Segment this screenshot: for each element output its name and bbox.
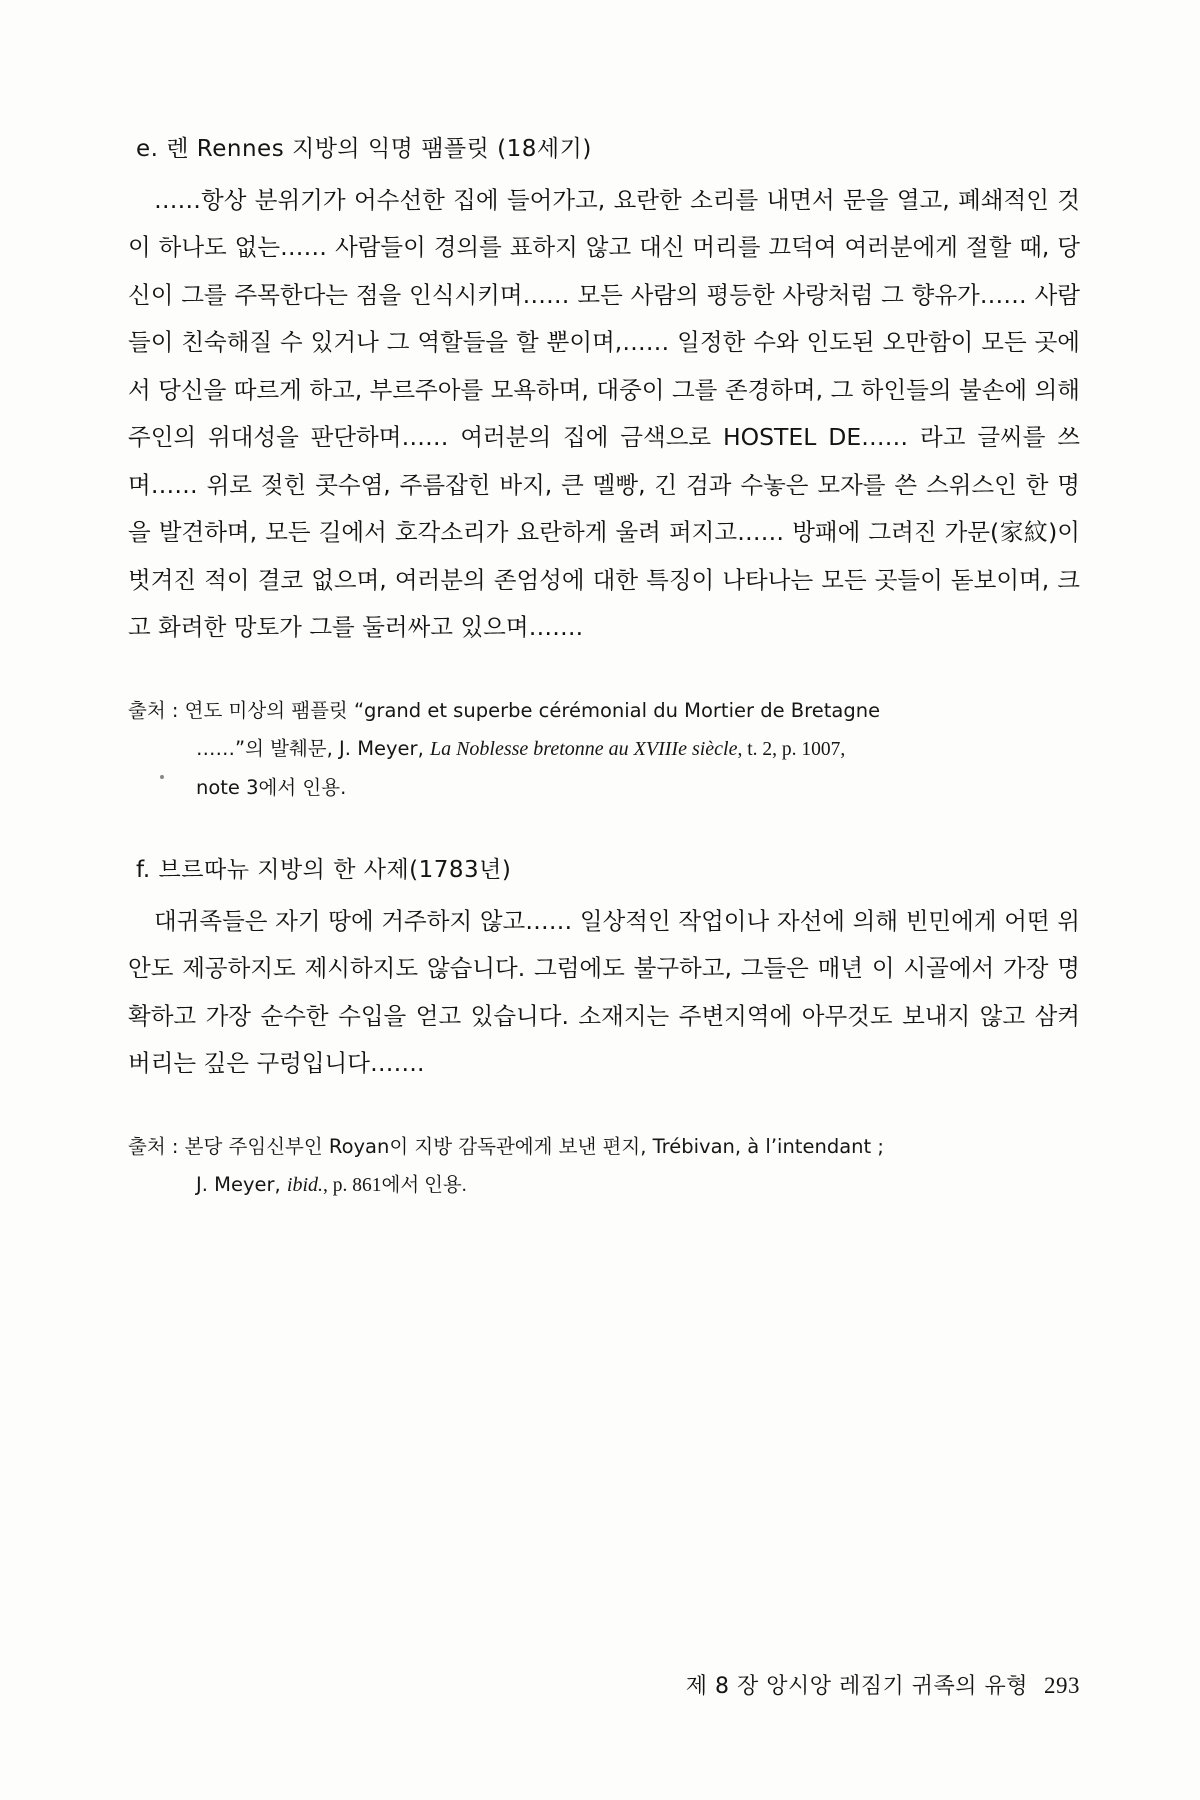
running-title: 제 8 장 앙시앙 레짐기 귀족의 유형 xyxy=(685,1674,1028,1699)
source-line-e-2 xyxy=(166,730,1080,769)
source-line-f-2-post: , p. 861에서 인용. xyxy=(323,1174,467,1196)
section-e-source xyxy=(128,692,1080,807)
source-title-italic-f: ibid. xyxy=(286,1173,324,1196)
source-line-e-1: 연도 미상의 팸플릿 “grand et superbe cérémonial du Mortier de Bretagne xyxy=(184,698,881,722)
stray-ink-mark xyxy=(160,775,164,779)
source-label-e: 출처 : xyxy=(128,698,179,722)
section-e xyxy=(128,130,1080,807)
source-line-f-2-pre: J. Meyer, xyxy=(196,1172,287,1196)
section-f xyxy=(128,851,1080,1205)
source-line-e-2-pre: ……”의 발췌문, J. Meyer, xyxy=(196,736,430,760)
source-line-f-2 xyxy=(166,1166,1080,1205)
source-line-f-1: 본당 주임신부인 Royan이 지방 감독관에게 보낸 편지, Trébivan, à l’intendant ; xyxy=(184,1134,884,1158)
section-e-heading: e. 렌 Rennes 지방의 익명 팸플릿 (18세기) xyxy=(136,136,592,162)
section-e-body: ……항상 분위기가 어수선한 집에 들어가고, 요란한 소리를 내면서 문을 열고, 폐쇄적인 것이 하나도 없는…… 사람들이 경의를 표하지 않고 대신 머리를 끄덕여 여러분에게 절할 때, 당신이 그를 주목한다는 점을 인식시키며…… 모든 사람의 평등한 사랑처럼 그 향유가…… 사람들이 친숙해질 수 있거나 그 역할들을 할 뿐이며,…… 일정한 수와 인도된 오만함이 모든 곳에서 당신을 따르게 하고, 부르주아를 모욕하며, 대중이 그를 존경하며, 그 하인들의 불손에 의해 주인의 위대성을 판단하며…… 여러분의 집에 금색으로 HOSTEL DE…… 라고 글씨를 쓰며…… 위로 젖힌 콧수염, 주름잡힌 바지, 큰 멜빵, 긴 검과 수놓은 모자를 쓴 스위스인 한 명을 발견하며, 모든 길에서 호각소리가 요란하게 울려 퍼지고…… 방패에 그려진 가문(家紋)이 벗겨진 적이 결코 없으며, 여러분의 존엄성에 대한 특징이 나타나는 모든 곳들이 돋보이며, 크고 화려한 망토가 그를 둘러싸고 있으며……. xyxy=(128,186,1080,642)
source-line-e-3: note 3에서 인용. xyxy=(196,775,347,799)
source-label-f: 출처 : xyxy=(128,1134,179,1158)
page-footer xyxy=(128,1669,1080,1700)
section-f-heading: f. 브르따뉴 지방의 한 사제(1783년) xyxy=(136,856,512,883)
source-line-e-2-post: , t. 2, p. 1007, xyxy=(737,738,846,760)
section-f-source xyxy=(128,1128,1080,1205)
page-number: 293 xyxy=(1044,1673,1080,1698)
source-title-italic-e: La Noblesse bretonne au XVIIIe siècle xyxy=(429,737,738,760)
section-f-body: 대귀족들은 자기 땅에 거주하지 않고…… 일상적인 작업이나 자선에 의해 빈민에게 어떤 위안도 제공하지도 제시하지도 않습니다. 그럼에도 불구하고, 그들은 매년 이 시골에서 가장 명확하고 가장 순수한 수입을 얻고 있습니다. 소재지는 주변지역에 아무것도 보내지 않고 삼켜버리는 깊은 구렁입니다……. xyxy=(128,906,1080,1078)
